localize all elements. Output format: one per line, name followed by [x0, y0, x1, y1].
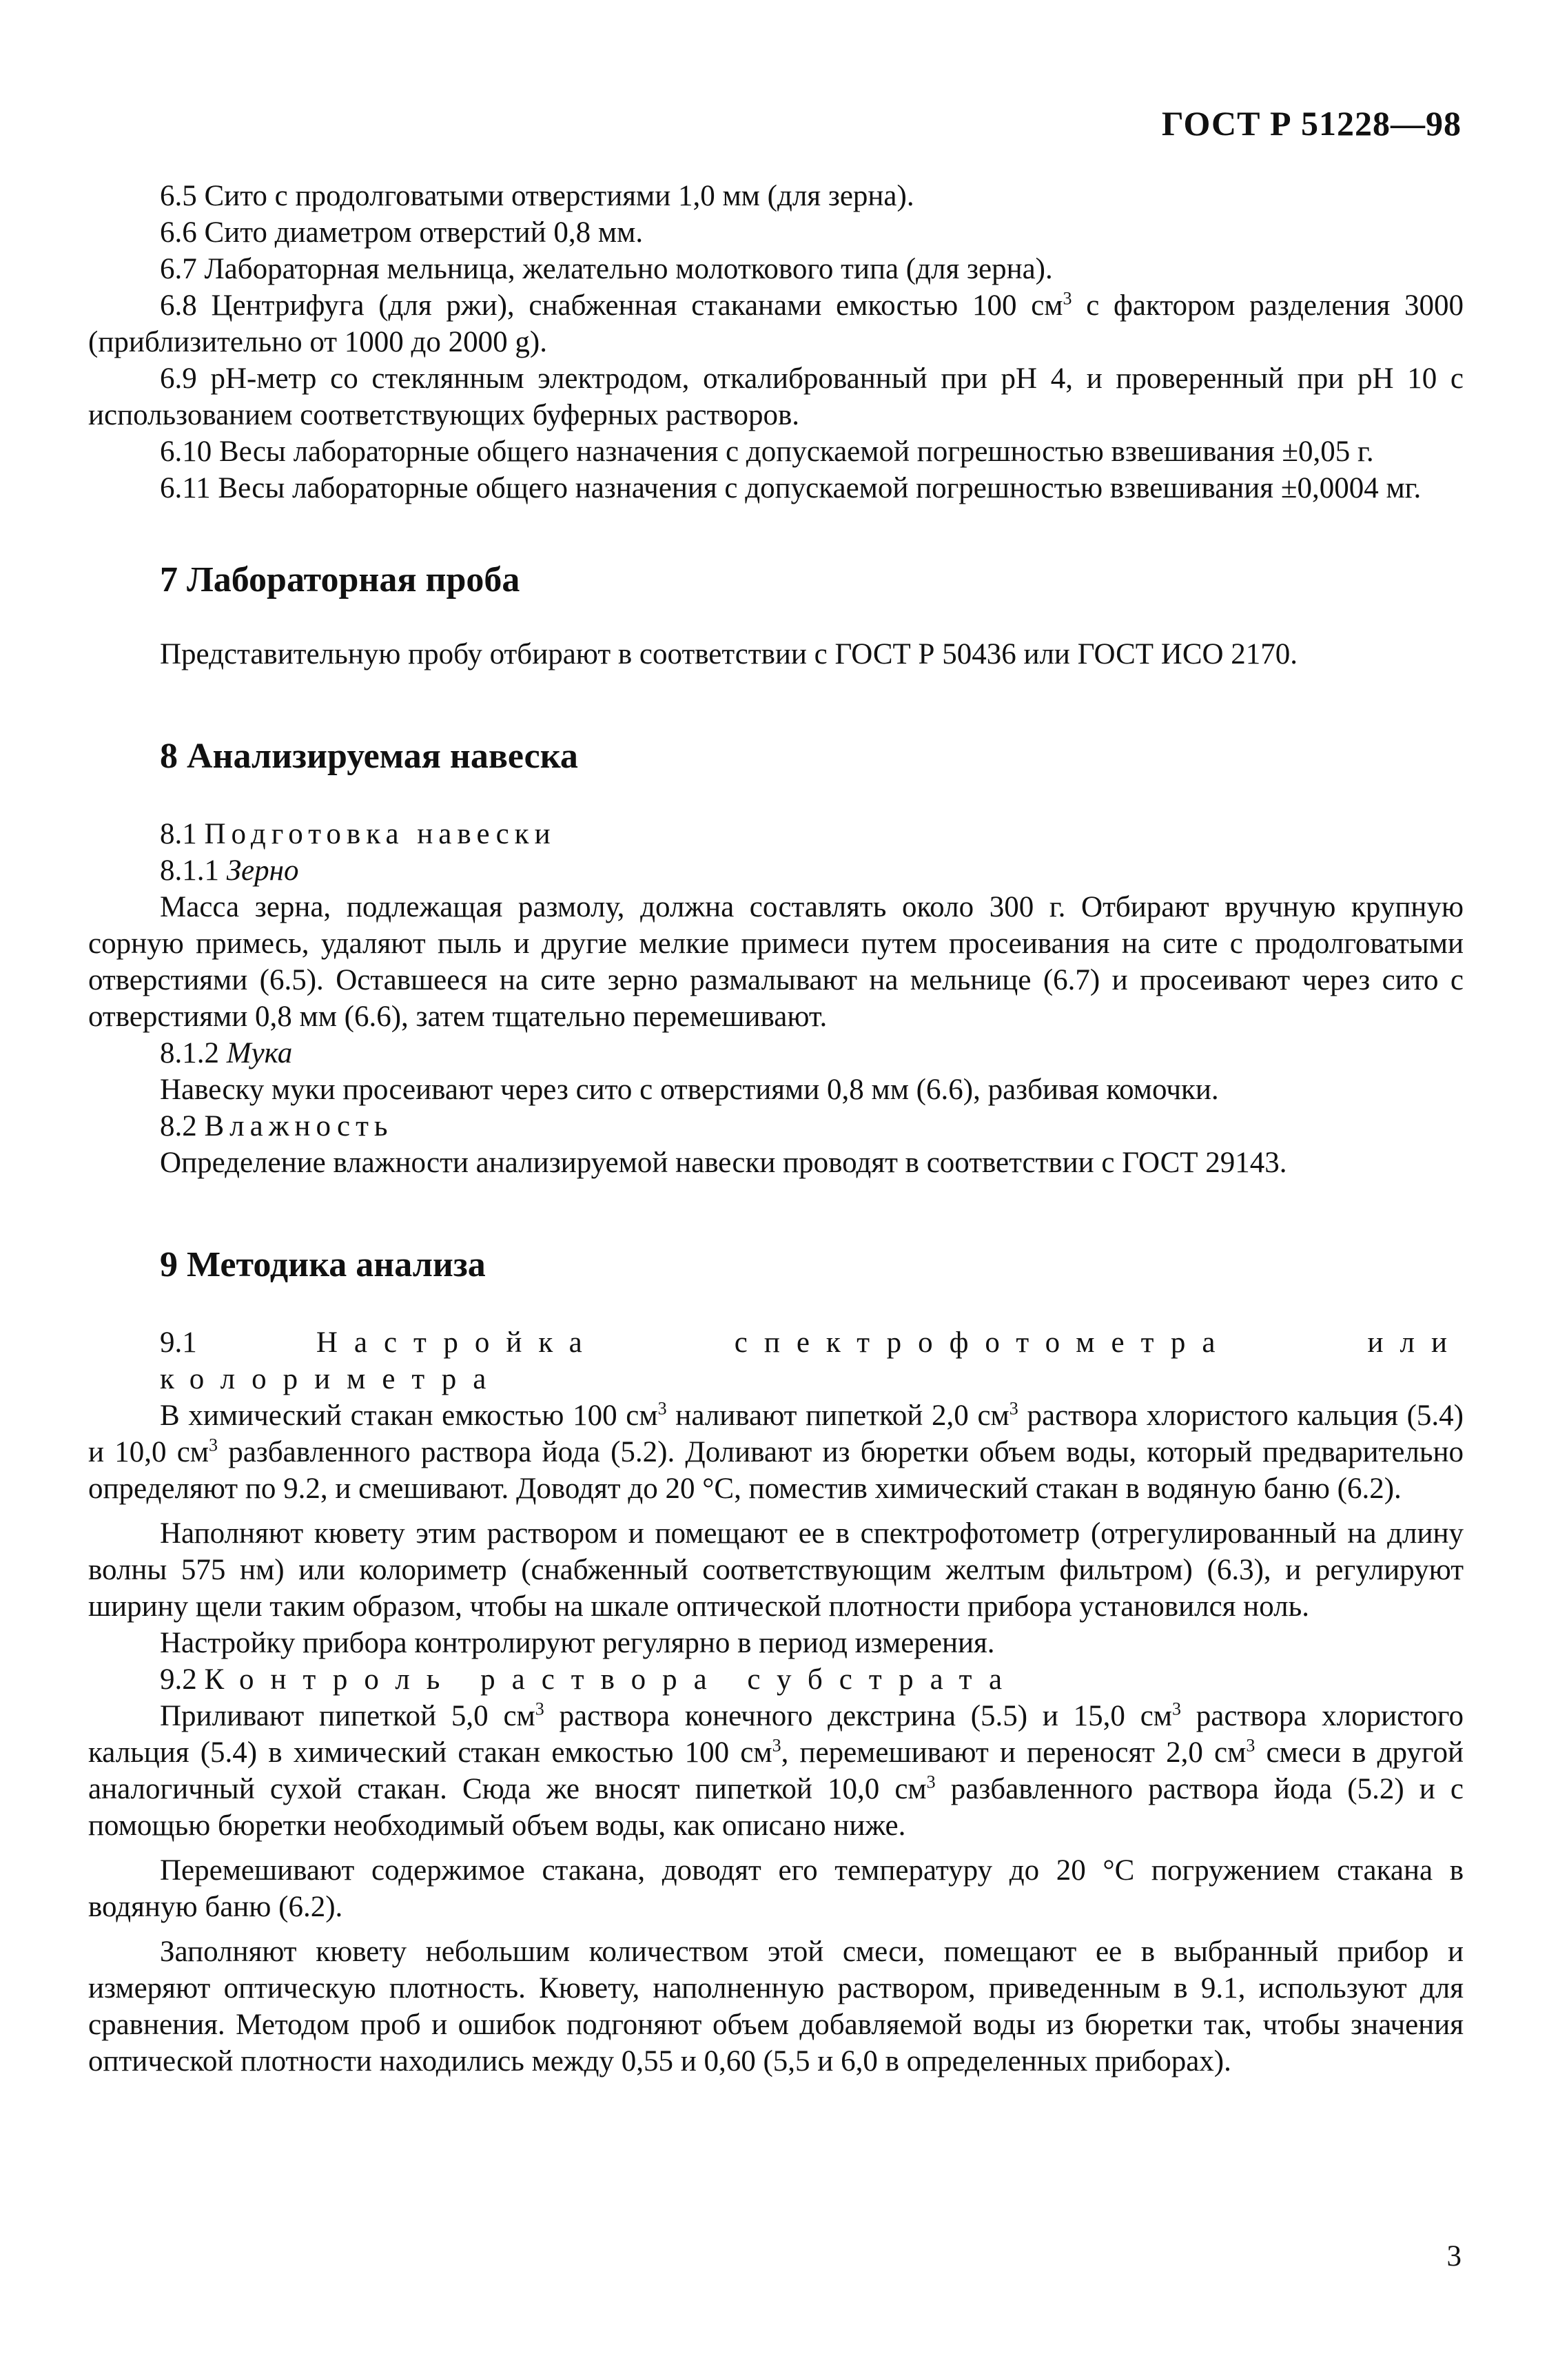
page-number: 3: [1446, 2240, 1462, 2273]
subsection-9-1-text-c: Настройку прибора контролируют регулярно в период измерения.: [160, 1627, 995, 1659]
item-6-9: 6.9 pH-метр со стеклянным электродом, откалиброванный при pH 4, и проверенный при pH 10 с использованием соответствующих буферных растворов.: [88, 362, 1464, 431]
item-6-7: 6.7 Лабораторная мельница, желательно молоткового типа (для зерна).: [160, 253, 1053, 285]
subsection-9-2-heading: 9.2 Контроль раствора субстрата: [160, 1663, 1019, 1696]
subsection-9-1-text-a: В химический стакан емкостью 100 $см^3$ наливают пипеткой 2,0 $см^3$ раствора хлористого кальция (5.4) и 10,0 $см^3$ разбавленного раствора йода (5.2). Доливают из бюретки объем воды, который предварительно определяют по 9.2, и смешивают. Доводят до 20 °С, поместив химический стакан в водяную баню (6.2).: [88, 1398, 1464, 1505]
subsection-9-2-text-a: Приливают пипеткой 5,0 $см^3$ раствора конечного декстрина (5.5) и 15,0 $см^3$ раствора хлористого кальция (5.4) в химический стакан емкостью 100 $см^3$, перемешивают и переносят 2,0 $см^3$ смеси в другой аналогичный сухой стакан. Сюда же вносят пипеткой 10,0 $см^3$ разбавленного раствора йода (5.2) и с помощью бюретки необходимый объем воды, как описано ниже.: [88, 1699, 1464, 1842]
standard-header: ГОСТ Р 51228—98: [1161, 104, 1462, 143]
item-6-11: 6.11 Весы лабораторные общего назначения с допускаемой погрешностью взвешивания ±0,0004 мг.: [160, 472, 1422, 504]
subsection-9-1-text-b: Наполняют кювету этим раствором и помещают ее в спектрофотометр (отрегулированный на длину волны 575 нм) или колориметр (снабженный соответствующим желтым фильтром) (6.3), и регулируют ширину щели таким образом, чтобы на шкале оптической плотности прибора установился ноль.: [88, 1517, 1464, 1623]
subsection-9-2-text-b: Перемешивают содержимое стакана, доводят его температуру до 20 °С погружением стакана в водяную баню (6.2).: [88, 1854, 1464, 1923]
subsection-8-1-2-text: Навеску муки просеивают через сито с отверстиями 0,8 мм (6.6), разбивая комочки.: [160, 1074, 1219, 1106]
item-6-6: 6.6 Сито диаметром отверстий 0,8 мм.: [160, 216, 644, 249]
subsection-8-1-2-heading: 8.1.2 Мука: [160, 1037, 293, 1069]
subsection-8-2-heading: 8.2 Влажность: [160, 1110, 393, 1142]
item-6-5: 6.5 Сито с продолговатыми отверстиями 1,0 мм (для зерна).: [160, 180, 914, 212]
subsection-8-1-heading: 8.1 Подготовка навески: [160, 818, 556, 850]
subsection-8-2-text: Определение влажности анализируемой навески проводят в соответствии с ГОСТ 29143.: [160, 1147, 1287, 1179]
section-7-text: Представительную пробу отбирают в соответствии с ГОСТ Р 50436 или ГОСТ ИСО 2170.: [160, 638, 1298, 670]
subsection-8-1-1-text: Масса зерна, подлежащая размолу, должна составлять около 300 г. Отбирают вручную крупную сорную примесь, удаляют пыль и другие мелкие примеси путем просеивания на сите с продолговатыми отверстиями (6.5). Оставшееся на сите зерно размалывают на мельнице (6.7) и просеивают через сито с отверстиями 0,8 мм (6.6), затем тщательно перемешивают.: [88, 891, 1464, 1033]
page-content: [88, 178, 1464, 2080]
subsection-8-1-1-heading: 8.1.1 Зерно: [160, 854, 299, 887]
subsection-9-2-text-c: Заполняют кювету небольшим количеством этой смеси, помещают ее в выбранный прибор и измеряют оптическую плотность. Кювету, наполненную раствором, приведенным в 9.1, используют для сравнения. Методом проб и ошибок подгоняют объем добавляемой воды из бюретки так, чтобы значения оптической плотности находились между 0,55 и 0,60 (5,5 и 6,0 в определенных приборах).: [88, 1936, 1464, 2078]
item-6-8: 6.8 Центрифуга (для ржи), снабженная стаканами емкостью 100 $см^3$ с фактором разделения 3000 (приблизительно от 1000 до 2000 g).: [88, 288, 1464, 358]
section-7-title: 7 Лабораторная проба: [160, 560, 520, 599]
section-8-title: 8 Анализируемая навеска: [160, 737, 578, 776]
section-9-title: 9 Методика анализа: [160, 1245, 486, 1284]
subsection-9-1-heading: 9.1 Настройка спектрофотометра или колориметра: [160, 1326, 1464, 1395]
item-6-10: 6.10 Весы лабораторные общего назначения с допускаемой погрешностью взвешивания ±0,05 г.: [160, 435, 1374, 468]
